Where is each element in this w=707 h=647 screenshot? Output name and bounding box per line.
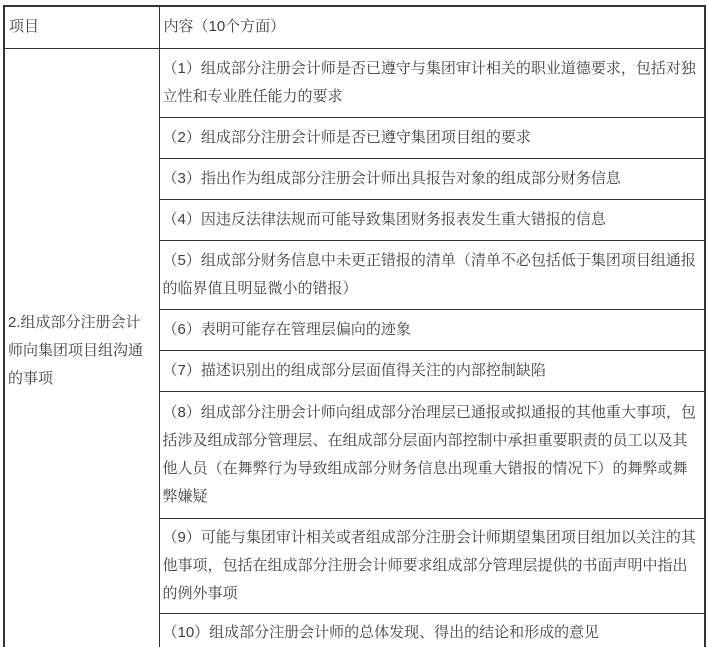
content-cell-2: （2）组成部分注册会计师是否已遵守集团项目组的要求 (159, 117, 705, 158)
content-cell-10: （10）组成部分注册会计师的总体发现、得出的结论和形成的意见 (159, 613, 705, 647)
header-cell-item: 项目 (4, 6, 159, 48)
row-label-cell: 2.组成部分注册会计师向集团项目组沟通的事项 (4, 48, 159, 647)
communication-matters-table (3, 5, 706, 647)
content-cell-5: （5）组成部分财务信息中未更正错报的清单（清单不必包括低于集团项目组通报的临界值且明显微小的错报） (159, 240, 705, 309)
content-cell-3: （3）指出作为组成部分注册会计师出具报告对象的组成部分财务信息 (159, 158, 705, 199)
content-cell-9: （9）可能与集团审计相关或者组成部分注册会计师期望集团项目组加以关注的其他事项，包括在组成部分注册会计师要求组成部分管理层提供的书面声明中指出的例外事项 (159, 518, 705, 613)
content-cell-8: （8）组成部分注册会计师向组成部分治理层已通报或拟通报的其他重大事项，包括涉及组成部分管理层、在组成部分层面内部控制中承担重要职责的员工以及其他人员（在舞弊行为导致组成部分财务信息出现重大错报的情况下）的舞弊或舞弊嫌疑 (159, 391, 705, 518)
content-cell-1: （1）组成部分注册会计师是否已遵守与集团审计相关的职业道德要求，包括对独立性和专业胜任能力的要求 (159, 48, 705, 117)
table-row (4, 48, 705, 117)
table-header-row (4, 6, 705, 48)
content-cell-6: （6）表明可能存在管理层偏向的迹象 (159, 309, 705, 350)
content-cell-4: （4）因违反法律法规而可能导致集团财务报表发生重大错报的信息 (159, 199, 705, 240)
content-cell-7: （7）描述识别出的组成部分层面值得关注的内部控制缺陷 (159, 350, 705, 391)
header-cell-content: 内容（10个方面） (159, 6, 705, 48)
